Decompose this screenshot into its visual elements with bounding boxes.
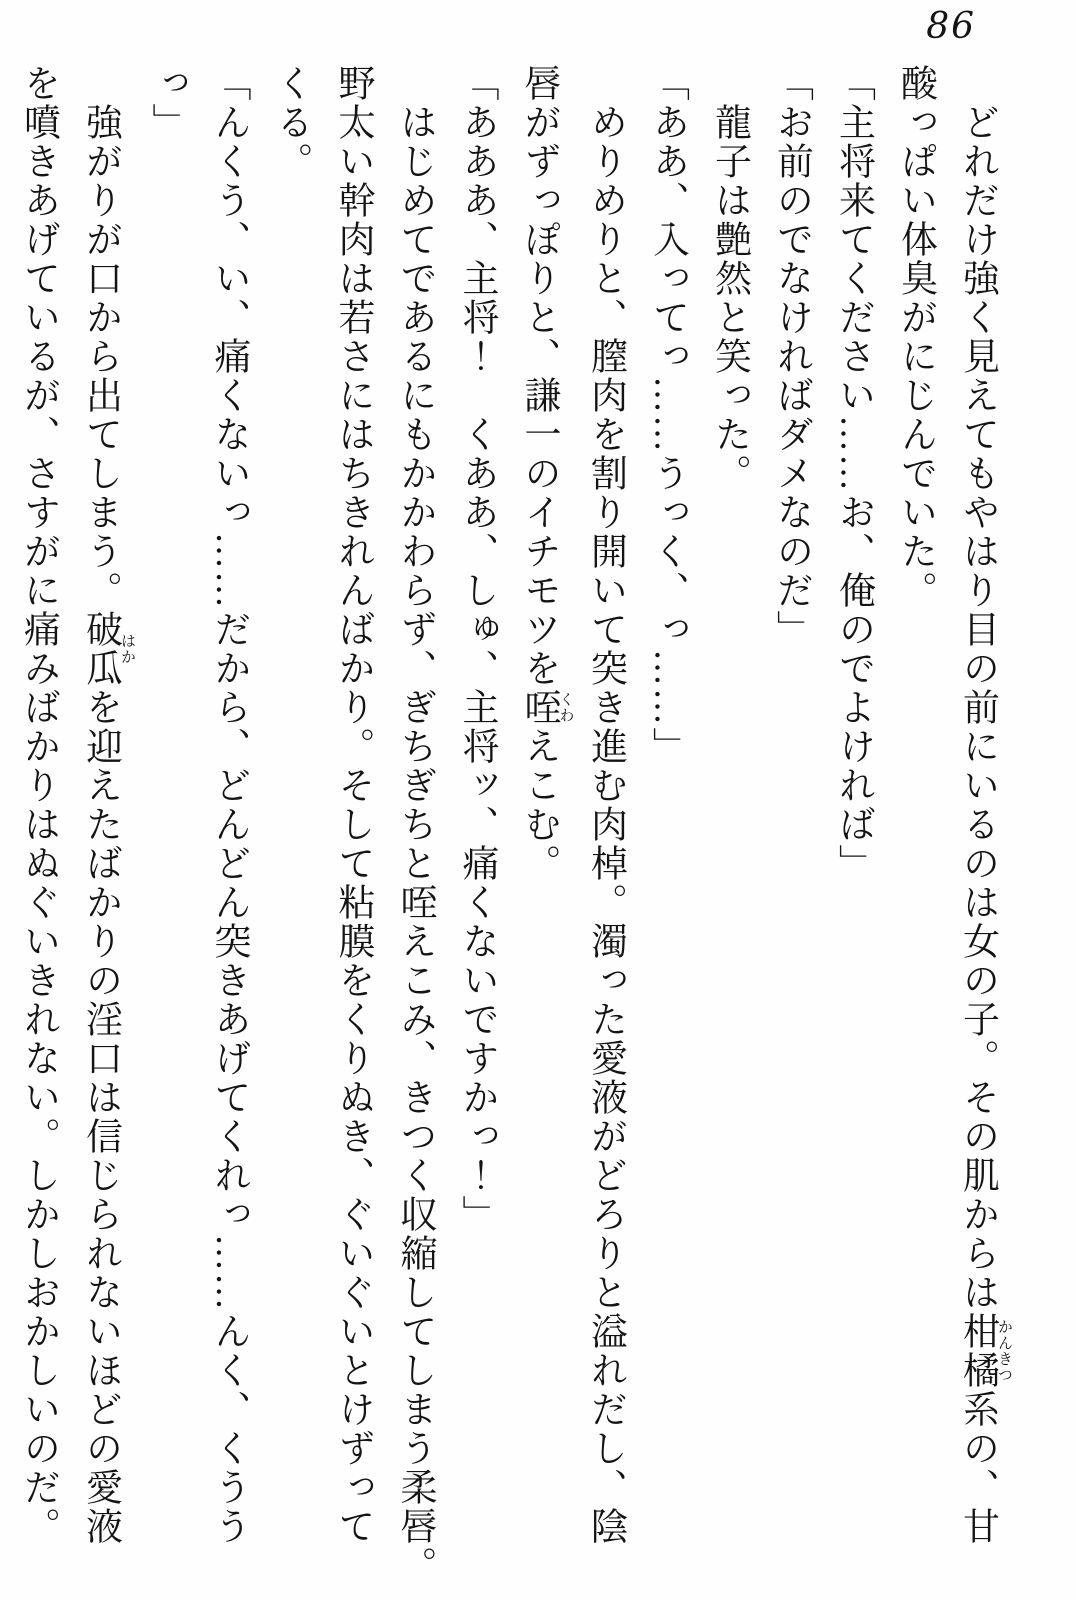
ruby-annotated-word: 咥くわ [518, 688, 574, 727]
text-column: 唇がずっぽりと、謙一のイチモツを咥くわえこむ。 [518, 64, 574, 883]
text-column: 「お前のでなければダメなのだ」 [770, 64, 812, 649]
text-column: 「ああ、入ってっ……うっく、っ……」 [646, 64, 688, 766]
text-column: 「んくう、い、痛くないっ……だから、どんどん突きあげてくれっ……んく、くうう [208, 64, 249, 1546]
ruby-annotated-word: 破瓜はか [79, 610, 135, 688]
furigana: はか [119, 610, 135, 688]
text-column: 強がりが口から出てしまう。破瓜はかを迎えたばかりの淫口は信じられないほどの愛液 [79, 64, 135, 1546]
furigana: くわ [557, 688, 574, 727]
text-column: 龍子は艶然と笑った。 [708, 64, 750, 493]
text-column: 酸っぱい体臭がにじんでいた。 [894, 64, 936, 610]
text-block [7, 64, 1013, 1600]
text-column: っ」 [146, 64, 187, 142]
page-number: 86 [926, 6, 976, 47]
text-column: を噴きあげているが、さすがに痛みばかりはぬぐいきれない。しかしおかしいのだ。 [17, 64, 59, 1546]
text-column: 「あああ、主将！ くああ、しゅ、主将ッ、痛くないですかっ！」 [456, 64, 497, 1234]
text-column: くる。 [270, 64, 311, 181]
text-column: 「主将来てください……お、俺のでよければ」 [832, 64, 874, 883]
text-column: 野太い幹肉は若さにはちきれんばかり。そして粘膜をくりぬき、ぐいぐいとけずって [332, 64, 373, 1546]
text-column: めりめりと、膣肉を割り開いて突き進む肉棹。濁った愛液がどろりと溢れだし、陰 [584, 64, 626, 1546]
furigana: かんきつ [996, 1312, 1012, 1390]
text-column: どれだけ強く見えてもやはり目の前にいるのは女の子。その肌からは柑橘かんきつ系の、甘 [956, 64, 1012, 1546]
ruby-annotated-word: 柑橘かんきつ [956, 1312, 1012, 1390]
text-column: はじめてであるにもかかわらず、ぎちぎちと咥えこみ、きつく収縮してしまう柔唇。 [394, 64, 435, 1585]
